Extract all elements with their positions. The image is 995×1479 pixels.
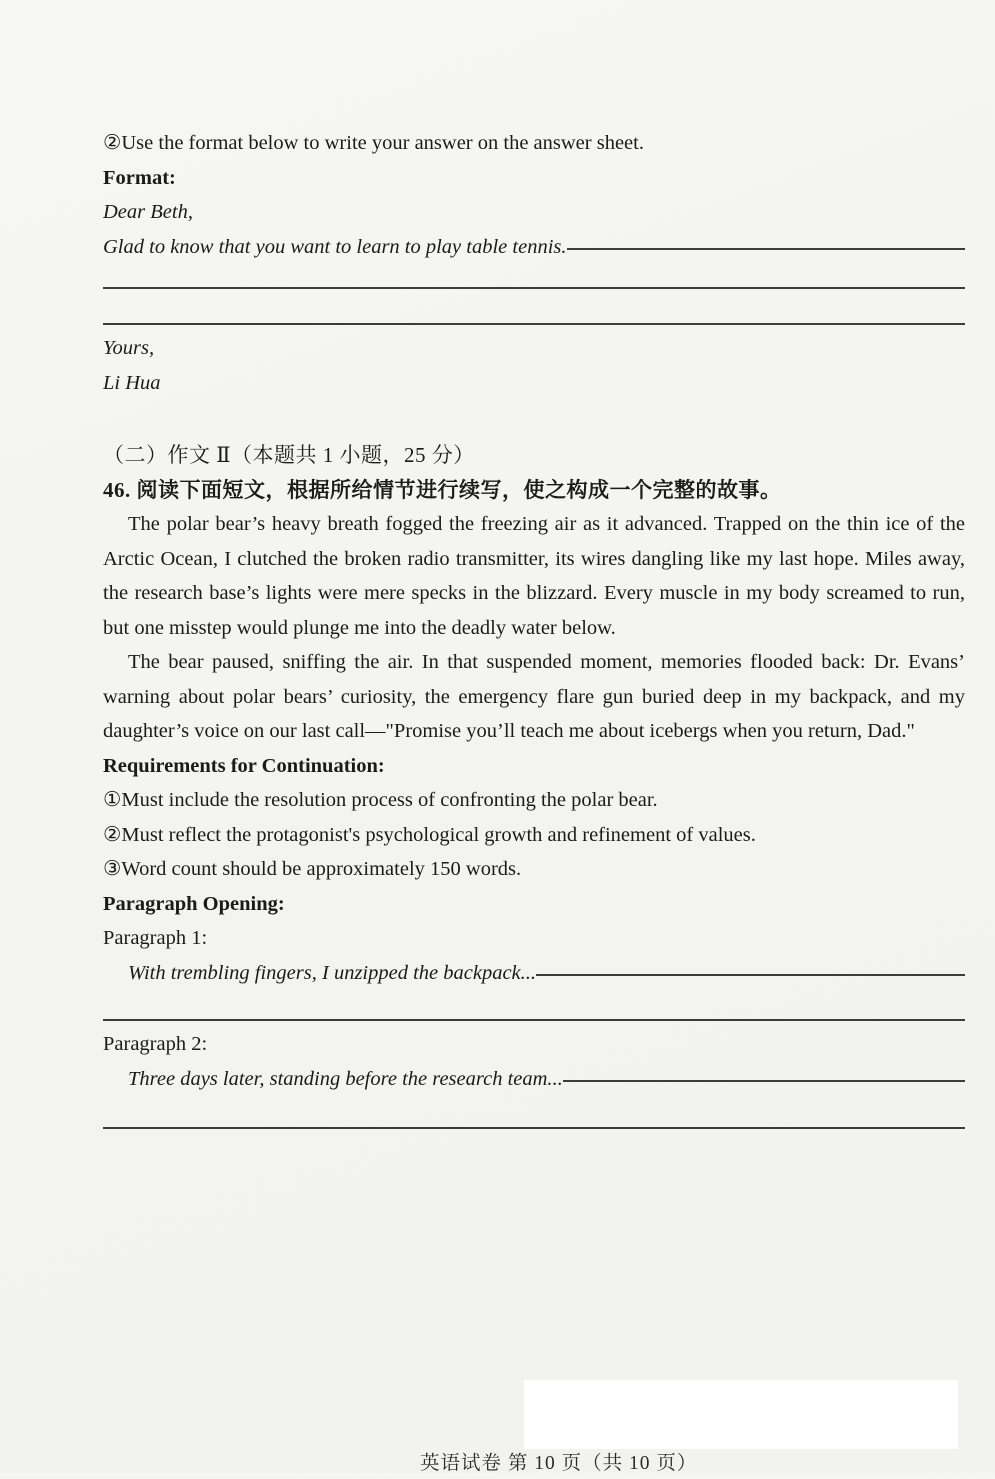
passage-paragraph-2: The bear paused, sniffing the air. In that suspended moment, memories flooded back: Dr. Evans’ warning about polar bears’ curiosity, the emergency flare gun buried deep in my backpack, and my daughter’s voice on our last call—"Promise you’ll teach me about icebergs when you return, Dad." [103, 651, 965, 742]
requirements-title: Requirements for Continuation: [103, 754, 385, 777]
letter-instruction: ②Use the format below to write your answer on the answer sheet. [103, 132, 644, 154]
question-46-title: 46. 阅读下面短文，根据所给情节进行续写，使之构成一个完整的故事。 [103, 477, 782, 502]
answer-line [103, 1096, 965, 1129]
paragraph-1-label: Paragraph 1: [103, 927, 208, 949]
scan-white-patch [524, 1380, 958, 1449]
answer-line [536, 974, 965, 976]
answer-line [563, 1080, 965, 1082]
page-footer: 英语试卷 第 10 页（共 10 页） [420, 1453, 698, 1474]
letter-opening-row [103, 230, 965, 265]
paragraph-2-prompt-row [103, 1062, 965, 1097]
letter-salutation: Dear Beth, [103, 201, 193, 223]
letter-signature: Li Hua [103, 371, 161, 394]
section-title: （二）作文 Ⅱ（本题共 1 小题，25 分） [103, 443, 475, 467]
passage-paragraph-1: The polar bear’s heavy breath fogged the freezing air as it advanced. Trapped on the thin ice of the Arctic Ocean, I clutched the broken radio transmitter, its wires dangling like my last hope. Miles away, the research base’s lights were mere specks in the blizzard. Every muscle in my body screamed to run, but one misstep would plunge me into the deadly water below. [103, 513, 965, 639]
paragraph-1-prompt-text: With trembling fingers, I unzipped the backpack... [128, 961, 537, 984]
requirement-2: ②Must reflect the protagonist's psychological growth and refinement of values. [103, 823, 756, 846]
requirement-3: ③Word count should be approximately 150 words. [103, 858, 522, 880]
letter-closing: Yours, [103, 337, 155, 359]
paragraph-opening-title: Paragraph Opening: [103, 892, 285, 915]
answer-line [103, 990, 965, 1021]
letter-opening-text: Glad to know that you want to learn to play table tennis. [103, 235, 567, 258]
requirement-1: ①Must include the resolution process of confronting the polar bear. [103, 789, 658, 811]
answer-line [103, 289, 965, 325]
answer-line [103, 264, 965, 289]
answer-line [567, 248, 966, 250]
paragraph-1-prompt-row [103, 956, 965, 991]
page-content [103, 126, 965, 1129]
paragraph-2-label: Paragraph 2: [103, 1033, 208, 1055]
paragraph-2-prompt-text: Three days later, standing before the research team... [128, 1067, 563, 1090]
format-label: Format: [103, 166, 176, 189]
